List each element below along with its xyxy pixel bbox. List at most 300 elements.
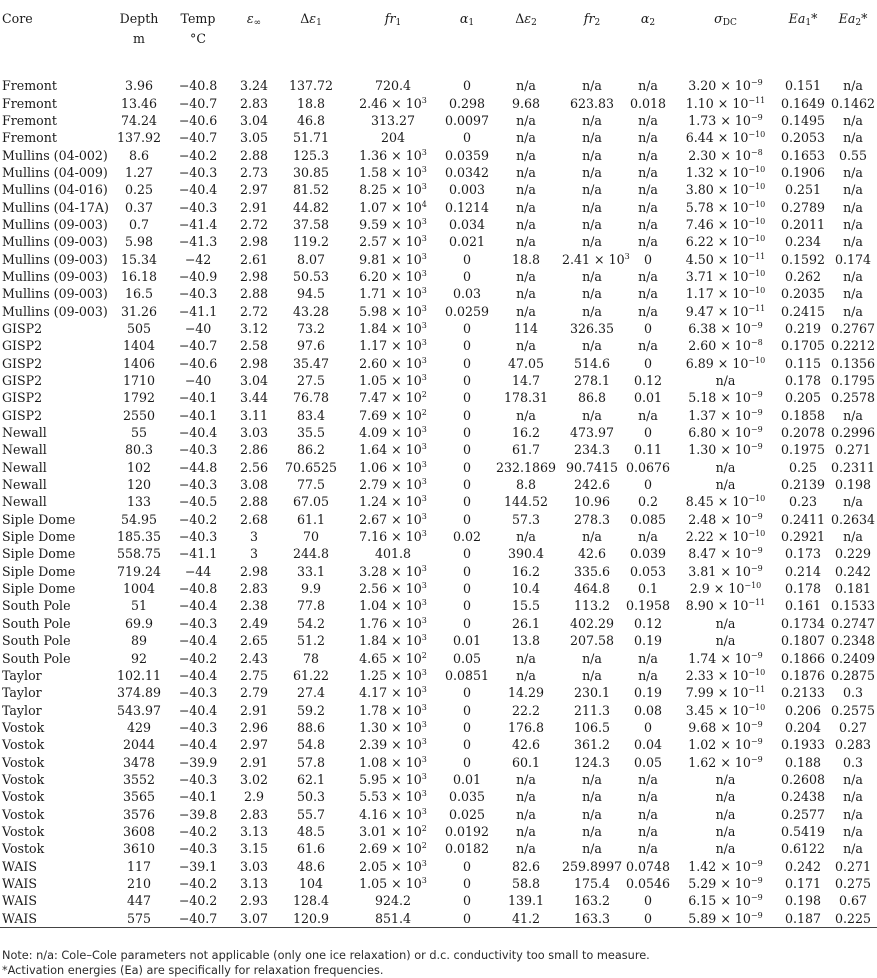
cell-depth: 1404: [122, 338, 156, 354]
cell-ea2: 0.2578: [830, 390, 876, 406]
cell-a1: 0: [462, 425, 471, 441]
cell-fr1: 720.4: [374, 78, 412, 94]
cell-depth: 0.7: [128, 216, 150, 232]
cell-eps_inf: 2.93: [239, 893, 269, 909]
cell-a2: 0.018: [629, 95, 667, 111]
cell-eps_inf: 2.91: [239, 702, 269, 718]
cell-fr2: 207.58: [569, 633, 615, 649]
cell-depth: 2044: [122, 737, 156, 753]
cell-fr1: $7.47 \times 10^2$: [359, 390, 427, 406]
cell-de1: 46.8: [296, 112, 326, 128]
cell-de1: 94.5: [296, 286, 326, 302]
table-row: [0, 94, 877, 111]
cell-ea1: 0.1649: [780, 95, 826, 111]
cell-a1: 0: [462, 268, 471, 284]
cell-depth: 16.5: [124, 286, 154, 302]
cell-de2: n/a: [516, 147, 536, 163]
cell-de2: 60.1: [511, 754, 541, 770]
cell-ea1: 0.219: [784, 320, 822, 336]
cell-a1: 0: [462, 78, 471, 94]
cell-core: Newall: [2, 477, 47, 493]
cell-ea1: 0.242: [784, 858, 822, 874]
cell-a2: 0: [643, 719, 652, 735]
cell-ea1: 0.2577: [780, 806, 826, 822]
cell-sdc: $8.90 \times 10^{-11}$: [685, 598, 766, 614]
cell-temp: −42: [184, 251, 212, 267]
cell-core: Mullins (04-016): [2, 182, 108, 198]
cell-fr1: $2.67 \times 10^3$: [359, 511, 427, 527]
cell-de1: 78: [302, 650, 320, 666]
cell-depth: 575: [126, 910, 152, 926]
header-row: [0, 9, 877, 49]
cell-eps_inf: 2.98: [239, 234, 269, 250]
cell-depth: 13.46: [120, 95, 158, 111]
cell-sdc: $2.48 \times 10^{-9}$: [688, 511, 763, 527]
cell-a2: 0.0546: [625, 875, 671, 891]
cell-ea2: 0.2767: [830, 320, 876, 336]
cell-a1: 0.034: [448, 216, 486, 232]
cell-sdc: $2.30 \times 10^{-8}$: [688, 147, 763, 163]
table-row: [0, 216, 877, 233]
cell-ea1: 0.171: [784, 875, 822, 891]
cell-depth: 3.96: [124, 78, 154, 94]
cell-core: Mullins (04-17A): [2, 199, 109, 215]
cell-de2: 16.2: [511, 425, 541, 441]
cell-core: Mullins (09-003): [2, 286, 108, 302]
cell-de2: 10.4: [511, 581, 541, 597]
cell-a2: n/a: [638, 806, 658, 822]
cell-sdc: n/a: [715, 477, 736, 493]
cell-fr1: $1.58 \times 10^3$: [359, 164, 427, 180]
cell-eps_inf: 2.98: [239, 355, 269, 371]
cell-de1: 50.53: [292, 268, 330, 284]
table-row: [0, 511, 877, 528]
cell-a1: 0: [462, 511, 471, 527]
cell-a1: 0: [462, 737, 471, 753]
column-header-sdc: $\sigma_{DC}$: [714, 11, 737, 28]
cell-eps_inf: 3.11: [239, 407, 269, 423]
cell-de1: 67.05: [292, 494, 330, 510]
cell-ea2: 0.229: [834, 546, 872, 562]
cell-fr1: $2.69 \times 10^2$: [359, 841, 427, 857]
cell-a2: n/a: [638, 667, 658, 683]
cell-fr2: 278.3: [573, 511, 611, 527]
cell-ea2: 0.2996: [830, 425, 876, 441]
cell-eps_inf: 2.97: [239, 182, 269, 198]
cell-fr1: $2.60 \times 10^3$: [359, 355, 427, 371]
cell-temp: −40.4: [178, 667, 218, 683]
cell-sdc: $5.89 \times 10^{-9}$: [688, 910, 763, 926]
cell-eps_inf: 2.9: [243, 789, 265, 805]
cell-sdc: $3.80 \times 10^{-10}$: [685, 182, 766, 198]
cell-ea2: n/a: [843, 823, 863, 839]
cell-temp: −40.3: [178, 719, 218, 735]
table-row: [0, 788, 877, 805]
cell-fr1: $3.28 \times 10^3$: [359, 563, 427, 579]
cell-fr1: $9.59 \times 10^3$: [359, 216, 427, 232]
cell-ea2: n/a: [843, 112, 863, 128]
cell-temp: −40.4: [178, 425, 218, 441]
cell-sdc: $9.47 \times 10^{-11}$: [685, 303, 766, 319]
cell-ea2: n/a: [843, 841, 863, 857]
cell-ea1: 0.2053: [780, 130, 826, 146]
cell-fr2: 402.29: [569, 615, 615, 631]
cell-ea1: 0.178: [784, 581, 822, 597]
cell-a1: 0.003: [448, 182, 486, 198]
cell-sdc: $1.30 \times 10^{-9}$: [688, 442, 763, 458]
column-unit: m: [133, 31, 145, 46]
cell-fr2: n/a: [582, 199, 602, 215]
cell-fr1: 401.8: [374, 546, 412, 562]
table-row: [0, 701, 877, 718]
cell-ea1: 0.1592: [780, 251, 826, 267]
cell-fr1: $2.39 \times 10^3$: [359, 737, 427, 753]
cell-sdc: n/a: [715, 615, 736, 631]
cell-a2: 0.0748: [625, 858, 671, 874]
cell-de2: n/a: [516, 78, 536, 94]
cell-ea2: 0.2311: [830, 459, 876, 475]
table-row: [0, 753, 877, 770]
cell-ea2: 0.2212: [830, 338, 876, 354]
cell-a1: 0: [462, 598, 471, 614]
cell-de2: 176.8: [507, 719, 545, 735]
table-row: [0, 441, 877, 458]
cell-depth: 102.11: [116, 667, 162, 683]
cell-fr2: n/a: [582, 216, 602, 232]
cell-eps_inf: 2.86: [239, 442, 269, 458]
cell-ea1: 0.2133: [780, 685, 826, 701]
cell-de1: 128.4: [292, 893, 330, 909]
cell-ea2: n/a: [843, 78, 863, 94]
cell-sdc: $2.22 \times 10^{-10}$: [685, 529, 766, 545]
cell-fr2: 473.97: [569, 425, 615, 441]
cell-core: WAIS: [2, 875, 38, 891]
cell-fr2: 326.35: [569, 320, 615, 336]
cell-fr1: $1.64 \times 10^3$: [359, 442, 427, 458]
cell-ea2: 0.55: [838, 147, 868, 163]
table-row: [0, 649, 877, 666]
cell-ea2: 0.181: [834, 581, 872, 597]
cell-de2: n/a: [516, 112, 536, 128]
column-header-ea1: $Ea_1*$: [788, 11, 818, 28]
cell-sdc: $8.45 \times 10^{-10}$: [685, 494, 766, 510]
cell-a2: 0: [643, 425, 652, 441]
cell-temp: −40.4: [178, 737, 218, 753]
cell-fr2: n/a: [582, 78, 602, 94]
cell-sdc: $5.78 \times 10^{-10}$: [685, 199, 766, 215]
cell-a1: 0.01: [452, 633, 482, 649]
cell-eps_inf: 3.03: [239, 425, 269, 441]
cell-fr2: 361.2: [573, 737, 611, 753]
table-row: [0, 736, 877, 753]
column-header-fr1: $fr_1$: [384, 11, 402, 28]
column-label: Core: [2, 11, 33, 26]
cell-depth: 1406: [122, 355, 156, 371]
cell-de1: 9.9: [300, 581, 322, 597]
cell-a1: 0: [462, 563, 471, 579]
cell-sdc: n/a: [715, 633, 736, 649]
cell-ea1: 0.262: [784, 268, 822, 284]
cell-core: WAIS: [2, 893, 38, 909]
cell-temp: −41.1: [178, 303, 218, 319]
cell-ea1: 0.188: [784, 754, 822, 770]
cell-fr2: n/a: [582, 268, 602, 284]
cell-de1: 77.8: [296, 598, 326, 614]
cell-ea2: 0.283: [834, 737, 872, 753]
cell-de1: 30.85: [292, 164, 330, 180]
cell-de2: n/a: [516, 806, 536, 822]
table-row: [0, 805, 877, 822]
cell-a1: 0.0259: [444, 303, 490, 319]
cell-a1: 0.02: [452, 529, 482, 545]
cell-eps_inf: 2.61: [239, 251, 269, 267]
cell-core: Fremont: [2, 95, 57, 111]
cell-de1: 8.07: [296, 251, 326, 267]
cell-sdc: $1.17 \times 10^{-10}$: [685, 286, 766, 302]
cell-fr2: n/a: [582, 130, 602, 146]
cell-sdc: $8.47 \times 10^{-9}$: [688, 546, 763, 562]
cell-de2: 15.5: [511, 598, 541, 614]
cell-a1: 0: [462, 442, 471, 458]
cell-eps_inf: 2.83: [239, 581, 269, 597]
cell-ea2: n/a: [843, 182, 863, 198]
cell-fr2: 464.8: [573, 581, 611, 597]
cell-temp: −40.2: [178, 147, 218, 163]
cell-fr1: $1.05 \times 10^3$: [359, 373, 427, 389]
cell-fr2: 113.2: [573, 598, 611, 614]
cell-depth: 3565: [122, 789, 156, 805]
cell-de1: 61.22: [292, 667, 330, 683]
cell-a2: n/a: [638, 164, 658, 180]
cell-a2: 0.11: [633, 442, 663, 458]
cell-eps_inf: 3.04: [239, 373, 269, 389]
cell-a1: 0: [462, 581, 471, 597]
cell-de1: 86.2: [296, 442, 326, 458]
cell-core: Fremont: [2, 78, 57, 94]
cell-ea1: 0.151: [784, 78, 822, 94]
cell-a1: 0.0342: [444, 164, 490, 180]
table-row: [0, 563, 877, 580]
cell-depth: 505: [126, 320, 152, 336]
column-header-ea2: $Ea_2*$: [838, 11, 868, 28]
cell-de1: 18.8: [296, 95, 326, 111]
cell-fr2: n/a: [582, 338, 602, 354]
cell-core: Siple Dome: [2, 511, 76, 527]
cell-a2: 0.053: [629, 563, 667, 579]
cell-eps_inf: 2.49: [239, 615, 269, 631]
cell-temp: −41.3: [178, 234, 218, 250]
cell-de1: 137.72: [288, 78, 334, 94]
cell-ea2: n/a: [843, 494, 863, 510]
cell-a2: n/a: [638, 771, 658, 787]
cell-fr1: $4.17 \times 10^3$: [359, 685, 427, 701]
cell-eps_inf: 2.83: [239, 806, 269, 822]
cell-temp: −40.2: [178, 823, 218, 839]
cell-core: Newall: [2, 494, 47, 510]
cell-a1: 0: [462, 251, 471, 267]
cell-core: Taylor: [2, 702, 42, 718]
cell-core: South Pole: [2, 615, 71, 631]
cell-ea1: 0.1858: [780, 407, 826, 423]
cell-ea1: 0.198: [784, 893, 822, 909]
cell-eps_inf: 2.88: [239, 494, 269, 510]
cell-depth: 74.24: [120, 112, 158, 128]
cell-fr2: 234.3: [573, 442, 611, 458]
cell-fr1: 851.4: [374, 910, 412, 926]
cell-depth: 1710: [122, 373, 156, 389]
table-row: [0, 112, 877, 129]
cell-eps_inf: 2.88: [239, 147, 269, 163]
cell-temp: −40.2: [178, 511, 218, 527]
cell-de1: 70: [302, 529, 320, 545]
cell-temp: −39.1: [178, 858, 218, 874]
cell-depth: 69.9: [124, 615, 154, 631]
cell-fr2: n/a: [582, 303, 602, 319]
cell-fr1: $1.84 \times 10^3$: [359, 320, 427, 336]
cell-fr1: $4.09 \times 10^3$: [359, 425, 427, 441]
cell-a1: 0: [462, 338, 471, 354]
cell-de2: n/a: [516, 286, 536, 302]
cell-de1: 44.82: [292, 199, 330, 215]
table-row: [0, 875, 877, 892]
cell-fr1: $2.46 \times 10^3$: [359, 95, 427, 111]
cell-temp: −40.7: [178, 910, 218, 926]
cell-core: Newall: [2, 425, 47, 441]
cell-eps_inf: 3.15: [239, 841, 269, 857]
cell-ea1: 0.2139: [780, 477, 826, 493]
cell-a2: n/a: [638, 407, 658, 423]
cell-de2: 58.8: [511, 875, 541, 891]
cell-de1: 97.6: [296, 338, 326, 354]
cell-de1: 27.5: [296, 373, 326, 389]
cell-fr2: n/a: [582, 182, 602, 198]
cell-de2: n/a: [516, 823, 536, 839]
cell-ea2: n/a: [843, 216, 863, 232]
cell-fr2: $2.41 \times 10^3$: [562, 251, 630, 267]
cell-sdc: n/a: [715, 789, 736, 805]
cell-temp: −44: [184, 563, 212, 579]
cell-depth: 543.97: [116, 702, 162, 718]
cell-temp: −40.3: [178, 841, 218, 857]
cell-a2: n/a: [638, 303, 658, 319]
table-row: [0, 459, 877, 476]
cell-eps_inf: 2.72: [239, 216, 269, 232]
column-header-a2: $\alpha_2$: [640, 11, 656, 28]
cell-fr2: n/a: [582, 407, 602, 423]
cell-de1: 88.6: [296, 719, 326, 735]
cell-fr2: 175.4: [573, 875, 611, 891]
cell-ea1: 0.1653: [780, 147, 826, 163]
table-row: [0, 719, 877, 736]
cell-de2: n/a: [516, 182, 536, 198]
cell-fr1: $1.71 \times 10^3$: [359, 286, 427, 302]
cell-sdc: $5.29 \times 10^{-9}$: [688, 875, 763, 891]
cell-a1: 0: [462, 407, 471, 423]
cell-fr1: $1.84 \times 10^3$: [359, 633, 427, 649]
column-header-de1: $\Delta\varepsilon_1$: [300, 11, 322, 28]
cell-de2: n/a: [516, 303, 536, 319]
cell-de2: 144.52: [503, 494, 549, 510]
cell-core: GISP2: [2, 320, 43, 336]
cell-de2: n/a: [516, 789, 536, 805]
cell-ea2: 0.242: [834, 563, 872, 579]
table-row: [0, 77, 877, 94]
cell-eps_inf: 3.02: [239, 771, 269, 787]
cell-fr2: 278.1: [573, 373, 611, 389]
cell-de2: 42.6: [511, 737, 541, 753]
cell-sdc: $1.37 \times 10^{-9}$: [688, 407, 763, 423]
cell-depth: 185.35: [116, 529, 162, 545]
cell-eps_inf: 3.44: [239, 390, 269, 406]
cell-ea1: 0.178: [784, 373, 822, 389]
cell-core: Mullins (04-002): [2, 147, 108, 163]
cell-temp: −40: [184, 320, 212, 336]
table-row: [0, 372, 877, 389]
cell-core: WAIS: [2, 910, 38, 926]
cell-a2: 0.1958: [625, 598, 671, 614]
cell-eps_inf: 2.91: [239, 199, 269, 215]
cell-a2: n/a: [638, 823, 658, 839]
cell-de2: 61.7: [511, 442, 541, 458]
cell-temp: −40.1: [178, 789, 218, 805]
cell-fr1: $5.53 \times 10^3$: [359, 789, 427, 805]
column-header-core: [0, 9, 110, 49]
cell-depth: 80.3: [124, 442, 154, 458]
column-header-de2: $\Delta\varepsilon_2$: [515, 11, 537, 28]
cell-a1: 0: [462, 858, 471, 874]
cell-temp: −40.2: [178, 893, 218, 909]
cell-core: Mullins (09-003): [2, 303, 108, 319]
cell-a2: n/a: [638, 78, 658, 94]
cell-core: Siple Dome: [2, 581, 76, 597]
cell-de1: 35.47: [292, 355, 330, 371]
cell-core: Mullins (09-003): [2, 216, 108, 232]
cell-ea1: 0.234: [784, 234, 822, 250]
cell-ea2: 0.2409: [830, 650, 876, 666]
cell-fr1: $1.24 \times 10^3$: [359, 494, 427, 510]
cell-sdc: $6.80 \times 10^{-9}$: [688, 425, 763, 441]
cell-a2: 0.039: [629, 546, 667, 562]
table-row: [0, 355, 877, 372]
cell-ea2: 0.3: [842, 685, 864, 701]
cell-depth: 719.24: [116, 563, 162, 579]
cell-de2: 13.8: [511, 633, 541, 649]
cell-temp: −40.3: [178, 199, 218, 215]
cell-ea2: 0.225: [834, 910, 872, 926]
cell-fr1: $9.81 \times 10^3$: [359, 251, 427, 267]
cell-core: Newall: [2, 442, 47, 458]
cell-a2: 0.2: [637, 494, 659, 510]
cell-ea2: n/a: [843, 286, 863, 302]
cell-sdc: $6.22 \times 10^{-10}$: [685, 234, 766, 250]
table-row: [0, 250, 877, 267]
cell-a1: 0: [462, 390, 471, 406]
cell-fr1: $5.95 \times 10^3$: [359, 771, 427, 787]
cell-a1: 0: [462, 719, 471, 735]
cell-temp: −40.1: [178, 390, 218, 406]
cell-eps_inf: 2.96: [239, 719, 269, 735]
cell-ea2: 0.1356: [830, 355, 876, 371]
cell-de2: 8.8: [515, 477, 537, 493]
cell-depth: 137.92: [116, 130, 162, 146]
cell-core: Vostok: [2, 841, 45, 857]
cell-de1: 33.1: [296, 563, 326, 579]
cell-fr1: $1.17 \times 10^3$: [359, 338, 427, 354]
cell-core: GISP2: [2, 338, 43, 354]
cell-ea1: 0.214: [784, 563, 822, 579]
cell-de1: 54.8: [296, 737, 326, 753]
cell-ea2: 0.2875: [830, 667, 876, 683]
